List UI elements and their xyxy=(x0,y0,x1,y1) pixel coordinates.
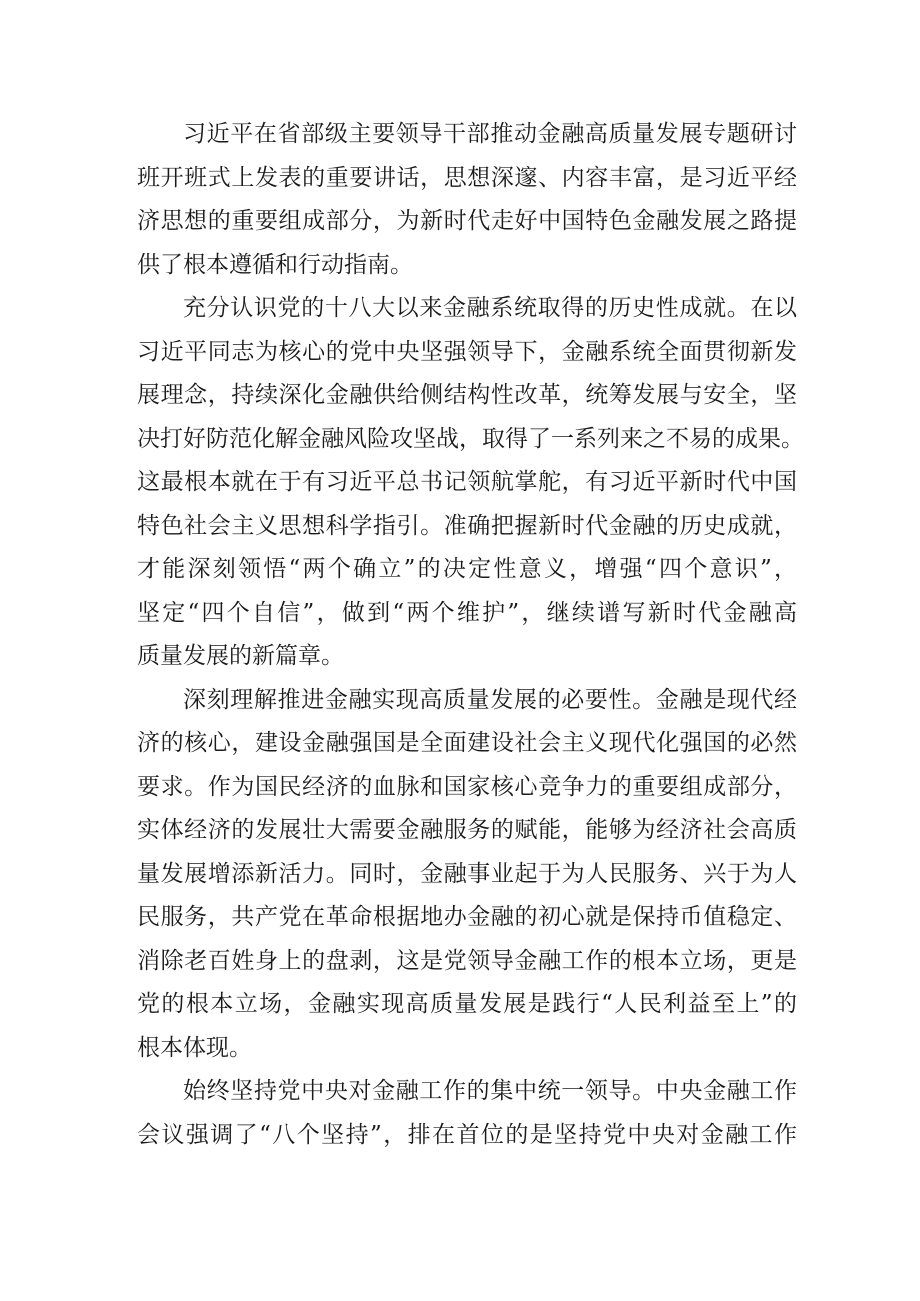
text-line: 量发展增添新活力。同时，金融事业起于为人民服务、兴于为人 xyxy=(137,860,797,887)
paragraph-4 xyxy=(137,1070,797,1157)
text-line: 始终坚持党中央对金融工作的集中统一领导。中央金融工作 xyxy=(183,1078,797,1104)
text-line: 根本体现。 xyxy=(137,1034,252,1061)
paragraph-2 xyxy=(137,287,804,679)
text-line: 济的核心，建设金融强国是全面建设社会主义现代化强国的必然 xyxy=(137,730,797,756)
text-line: 决打好防范化解金融风险攻坚战，取得了一系列来之不易的成果。 xyxy=(137,425,804,452)
text-line: 供了根本遵循和行动指南。 xyxy=(137,251,413,278)
text-line: 要求。作为国民经济的血脉和国家核心竞争力的重要组成部分， xyxy=(137,773,797,800)
text-line: 班开班式上发表的重要讲话，思想深邃、内容丰富，是习近平经 xyxy=(137,164,797,191)
text-line: 会议强调了“八个坚持”，排在首位的是坚持党中央对金融工作 xyxy=(137,1121,797,1148)
text-line: 习近平同志为核心的党中央坚强领导下，金融系统全面贯彻新发 xyxy=(137,338,797,365)
text-line: 质量发展的新篇章。 xyxy=(137,643,344,669)
text-line: 这最根本就在于有习近平总书记领航掌舵，有习近平新时代中国 xyxy=(137,469,797,495)
text-line: 党的根本立场，金融实现高质量发展是践行“人民利益至上”的 xyxy=(137,991,797,1017)
text-line: 民服务，共产党在革命根据地办金融的初心就是保持币值稳定、 xyxy=(137,904,797,930)
text-line: 才能深刻领悟“两个确立”的决定性意义，增强“四个意识”， xyxy=(137,556,797,582)
text-line: 充分认识党的十八大以来金融系统取得的历史性成就。在以 xyxy=(183,295,797,321)
paragraph-1 xyxy=(137,113,797,287)
text-line: 消除老百姓身上的盘剥，这是党领导金融工作的根本立场，更是 xyxy=(137,947,797,974)
document-body xyxy=(137,113,804,1157)
paragraph-3 xyxy=(137,679,797,1071)
text-line: 展理念，持续深化金融供给侧结构性改革，统筹发展与安全，坚 xyxy=(137,382,797,408)
text-line: 济思想的重要组成部分，为新时代走好中国特色金融发展之路提 xyxy=(137,208,797,234)
text-line: 习近平在省部级主要领导干部推动金融高质量发展专题研讨 xyxy=(183,121,797,147)
text-line: 坚定“四个自信”，做到“两个维护”，继续谱写新时代金融高 xyxy=(137,599,797,626)
text-line: 实体经济的发展壮大需要金融服务的赋能，能够为经济社会高质 xyxy=(137,817,797,843)
text-line: 深刻理解推进金融实现高质量发展的必要性。金融是现代经 xyxy=(183,686,797,713)
text-line: 特色社会主义思想科学指引。准确把握新时代金融的历史成就， xyxy=(137,512,797,539)
